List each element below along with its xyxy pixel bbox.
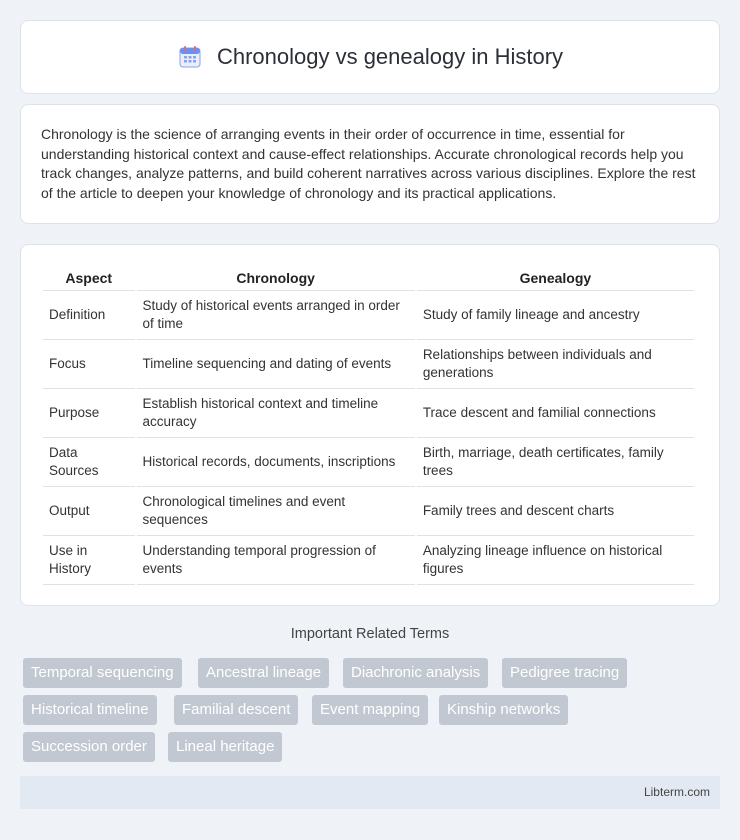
comparison-table-card	[20, 244, 720, 606]
table-cell: Study of historical events arranged in order of time	[137, 291, 415, 340]
calendar-icon	[177, 44, 203, 70]
tag-event-mapping[interactable]: Event mapping	[312, 695, 428, 725]
table-cell: Trace descent and familial connections	[417, 389, 694, 438]
table-cell: Output	[43, 487, 135, 536]
tag-diachronic-analysis[interactable]: Diachronic analysis	[343, 658, 488, 688]
tag-lineal-heritage[interactable]: Lineal heritage	[168, 732, 282, 762]
table-cell: Use in History	[43, 536, 135, 585]
table-cell: Definition	[43, 291, 135, 340]
table-cell: Analyzing lineage influence on historical figures	[417, 536, 694, 585]
table-row	[43, 536, 694, 585]
table-cell: Data Sources	[43, 438, 135, 487]
table-row	[43, 487, 694, 536]
tag-familial-descent[interactable]: Familial descent	[174, 695, 298, 725]
table-cell: Relationships between individuals and generations	[417, 340, 694, 389]
column-header: Aspect	[43, 267, 135, 291]
related-terms-title: Important Related Terms	[290, 626, 450, 642]
comparison-table	[41, 267, 696, 585]
footer	[20, 776, 720, 809]
table-row	[43, 389, 694, 438]
tag-succession-order[interactable]: Succession order	[23, 732, 155, 762]
table-header-row	[43, 267, 694, 291]
column-header: Genealogy	[417, 267, 694, 291]
table-cell: Study of family lineage and ancestry	[417, 291, 694, 340]
table-row	[43, 291, 694, 340]
tag-historical-timeline[interactable]: Historical timeline	[23, 695, 157, 725]
intro-text: Chronology is the science of arranging events in their order of occurrence in time, essential for understanding historical context and cause-effect relationships. Accurate chronological records help you track changes, analyze patterns, and build coherent narratives across various disciplines. Explore the rest of the article to deepen your knowledge of chronology and its practical applications.	[41, 126, 696, 201]
table-cell: Timeline sequencing and dating of events	[137, 340, 415, 389]
footer-link[interactable]: Libterm.com	[643, 785, 710, 799]
table-cell: Birth, marriage, death certificates, family trees	[417, 438, 694, 487]
column-header: Chronology	[137, 267, 415, 291]
intro-card	[20, 104, 720, 224]
tag-temporal-sequencing[interactable]: Temporal sequencing	[23, 658, 182, 688]
tag-kinship-networks[interactable]: Kinship networks	[439, 695, 568, 725]
table-cell: Family trees and descent charts	[417, 487, 694, 536]
tag-pedigree-tracing[interactable]: Pedigree tracing	[502, 658, 627, 688]
page-title: Chronology vs genealogy in History	[216, 44, 564, 69]
table-row	[43, 438, 694, 487]
header-card	[20, 20, 720, 94]
table-cell: Focus	[43, 340, 135, 389]
tag-ancestral-lineage[interactable]: Ancestral lineage	[198, 658, 329, 688]
table-cell: Purpose	[43, 389, 135, 438]
table-cell: Understanding temporal progression of events	[137, 536, 415, 585]
table-cell: Chronological timelines and event sequences	[137, 487, 415, 536]
table-cell: Establish historical context and timeline accuracy	[137, 389, 415, 438]
table-row	[43, 340, 694, 389]
table-cell: Historical records, documents, inscriptions	[137, 438, 415, 487]
